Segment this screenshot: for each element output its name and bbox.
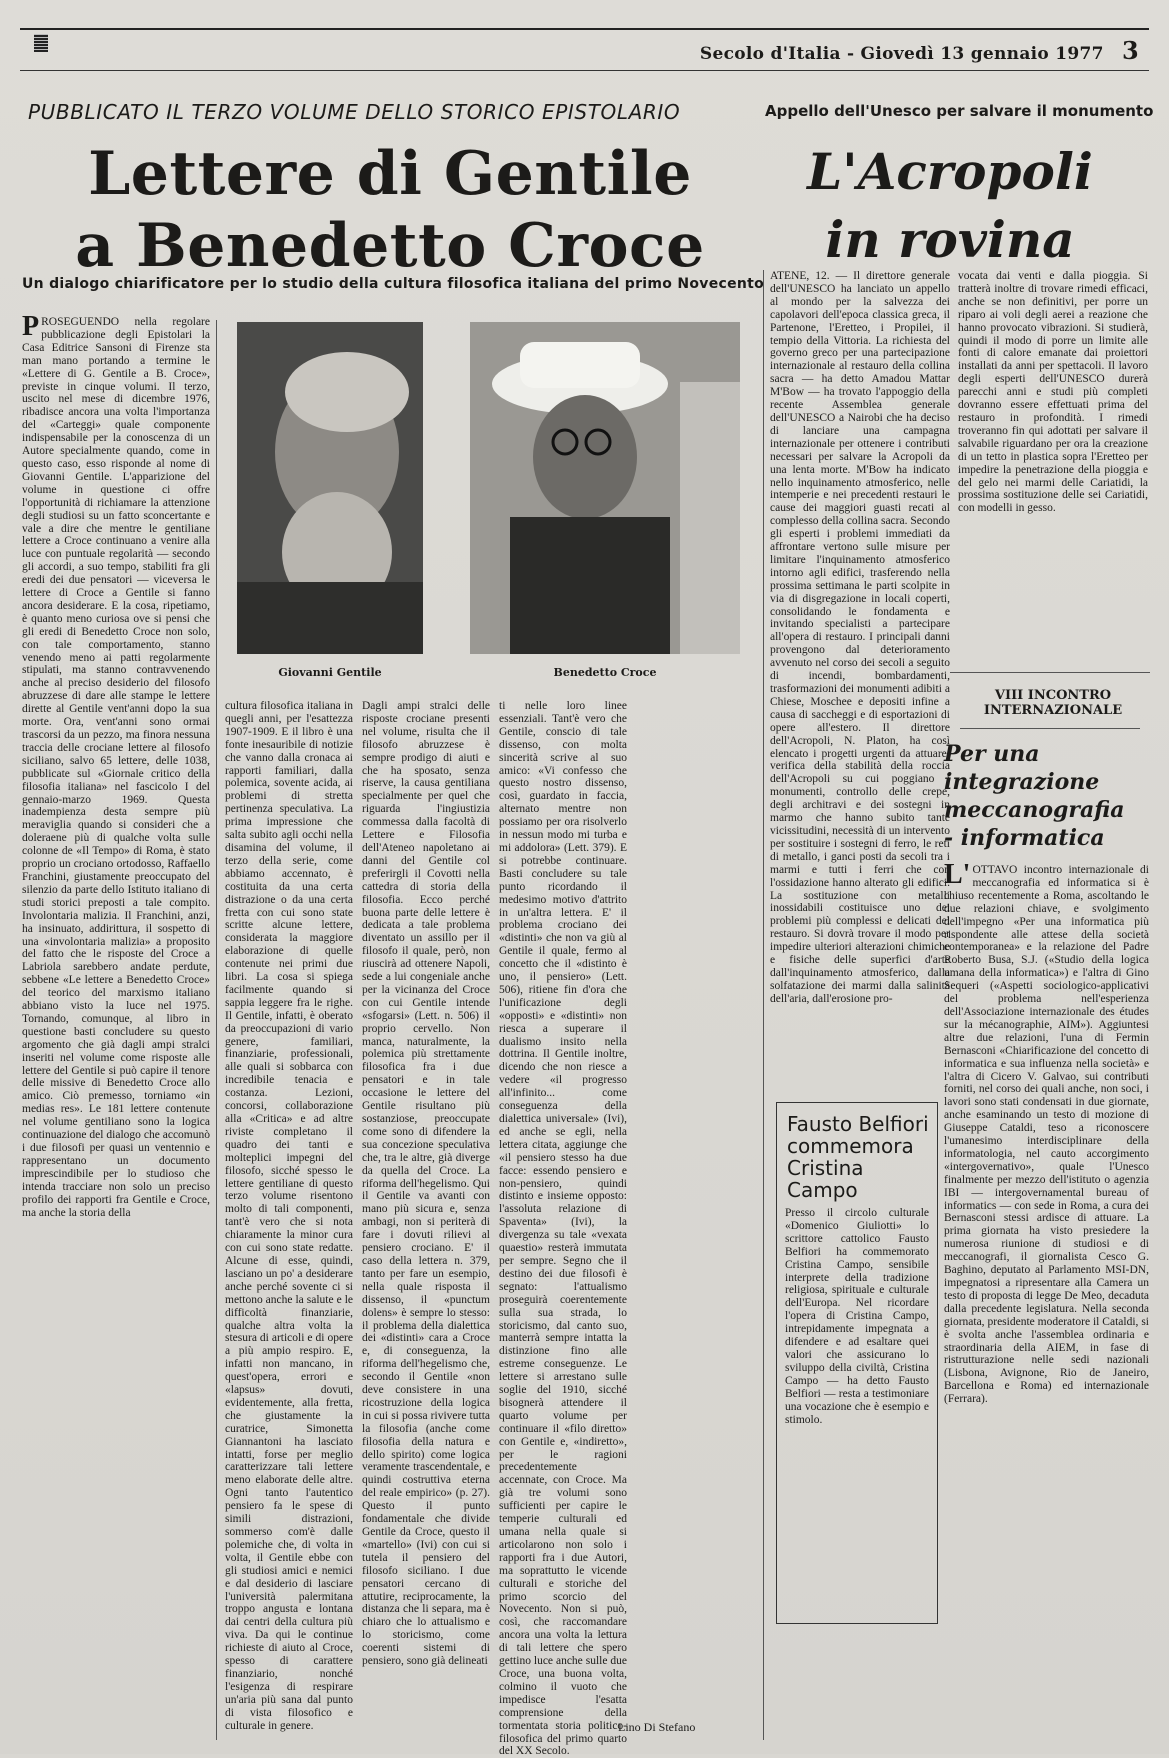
belfiori-title: Fausto Belfiori commemora Cristina Campo: [787, 1112, 929, 1202]
article-column-2: cultura filosofica italiana in quegli anni, per l'esattezza 1907-1909. E il libro è una fonte inesauribile di notizie che vanno dalla cronaca ai rapporti familiari, dalla polemica, sovente acida, ai problemi di stretta pertinenza speculativa. La prima impressione che salta subito agli occhi nella disamina del volume, il terzo della serie, come abbiamo accennato, è costituita da una certa distrazione o da una certa fretta con cui sono state scritte alcune lettere, considerata la maggiore elaborazione di quelle contenute nei primi due libri. La cosa si spiega facilmente quando si sappia leggere fra le righe. Il Gentile, infatti, è oberato da preoccupazioni di vario genere, familiari, finanziarie, professionali, alle quali si sobbarca con incredibile tenacia e costanza. Lezioni, concorsi, collaborazione alla «Critica» e ad altre riviste completano il quadro dei tanti e molteplici impegni del filosofo, sicché spesso le lettere gentiliane di questo terzo volume risentono molto di tali componenti, tant'è vero che si nota chiaramente la minor cura con cui sono state redatte. Alcune di esse, quindi, lasciano un po' a desiderare anche perché sovente ci si mettono anche la salute e le difficoltà finanziarie, qualche altra volta la stesura di articoli e di opere a più ampio respiro. E, infatti non mancano, in quest'opera, errori e «lapsus» dovuti, evidentemente, alla fretta, che giustamente la curatrice, Simonetta Giannantoni ha lasciato intatti, forse per meglio caratterizzare tali lettere meno elaborate delle altre. Ogni tanto l'autentico pensiero fa le spese di simili distrazioni, sommerso com'è dalle polemiche che, di volta in volta, il Gentile ebbe con gli studiosi amici e nemici e dal desiderio di lasciare l'università palermitana troppo angusta e lontana dai centri della cultura più viva. Da qui le continue richieste di aiuto al Croce, spesso di carattere finanziario, nonché l'esigenza di respirare un'aria più sana dal punto di vista filosofico e culturale in genere.: [225, 700, 353, 1732]
side-headline: L'Acropoli in rovina: [807, 142, 1093, 269]
masthead-rule: [20, 70, 1149, 71]
congress-title: Per una integrazione meccanografia - informatica: [944, 741, 1125, 851]
main-headline: Lettere di Gentile a Benedetto Croce: [75, 139, 705, 281]
article-signature: Lino Di Stefano: [618, 1720, 696, 1734]
top-rule: [20, 28, 1149, 30]
section-divider: [960, 728, 1140, 729]
article-kicker: PUBBLICATO IL TERZO VOLUME DELLO STORICO EPISTOLARIO: [28, 100, 681, 124]
article-column-5: [636, 700, 754, 1740]
article-column-3: Dagli ampi stralci delle risposte crociane presenti nel volume, risulta che il filosofo abruzzese è sempre prodigo di aiuti e che ha sposato, senza riserve, la causa gentiliana specialmente per quel che riguarda l'ingiustizia commessa dalla facoltà di Lettere e Filosofia dell'Ateneo napoletano ai danni del Gentile col preferirgli il Covotti nella cattedra di storia della filosofia. Ecco perché buona parte delle lettere è dedicata a tale problema diventato un assillo per il filosofo il quale, però, non riuscirà ad ottenere Napoli, sede a lui congeniale anche per la vicinanza del Croce con cui Gentile intende «sfogarsi» (Lett. n. 506) il proprio cervello. Non manca, naturalmente, la polemica più strettamente filosofica fra i due pensatori e in tale occasione le lettere del Gentile risultano più sostanziose, preoccupate come sono di difendere la sua concezione speculativa che, tra le altre, già diverge da quella del Croce. La riforma dell'hegelismo. Qui il Gentile va avanti con mano più sicura e, senza ambagi, non si periterà di fare i dovuti rilievi al pensiero crociano. E' il caso della lettera n. 379, tanto per fare un esempio, nella quale risposta il dissenso, il «punctum dolens» è sempre lo stesso: il problema della dialettica dei «distinti» cara a Croce e, di conseguenza, la riforma dell'hegelismo che, secondo il Gentile «non deve consistere in una ricostruzione della logica in cui si possa rivivere tutta la filosofia (anche come filosofia della natura e dello spirito) come logica veramente trascendentale, e quindi costruttiva eterna del reale empirico» (p. 27). Questo il punto fondamentale che divide Gentile da Croce, questo il «martello» (Ivi) con cui si tutela il pensiero del filosofo siciliano. I due pensatori cercano di attutire, reciprocamente, la distanza che li separa, ma è chiaro che lo attualismo e lo storicismo, come coerenti sistemi di pensiero, sono già delineati: [362, 700, 490, 1668]
side-kicker: Appello dell'Unesco per salvare il monumento: [765, 102, 1154, 120]
side-column-2: vocata dai venti e dalla pioggia. Si tratterà inoltre di trovare rimedi efficaci, anche se non definitivi, per porre un riparo ai voli degli aerei a reazione che hanno provocato vibrazioni. Si studierà, quindi il modo di porre un limite alle fonti di calore emanate dai proiettori installati da anni per spettacoli. Il lavoro degli esperti dell'UNESCO durerà parecchi anni e studi più completi dovranno essere effettuati prima del restauro in profondità. I rimedi troveranno fin qui adottati per salvare il salvabile riguardano per ora la creazione di un tetto in plastica sopra l'Eretteo per impedire la penetrazione della pioggia e del gelo nei marmi delle Cariatidi, la prossima sostituzione delle sei Cariatidi, con modelli in gesso.: [958, 270, 1148, 515]
belfiori-text: Presso il circolo culturale «Domenico Giuliotti» lo scrittore cattolico Fausto Belfiori ha commemorato Cristina Campo, sensibile interprete della tradizione religiosa, spirituale e culturale dell'Europa. Nel ricordare l'opera di Cristina Campo, intrepidamente impegnata a difendere e ad esaltare quei valori che assicurano lo sviluppo della civiltà, Cristina Campo — ha detto Fausto Belfiori — resta a testimoniare una vocazione che è esempio e stimolo.: [785, 1207, 929, 1426]
masthead: [700, 36, 1139, 65]
caption-gentile: Giovanni Gentile: [278, 666, 382, 679]
article-column-1: PROSEGUENDO nella regolare pubblicazione degli Epistolari la Casa Editrice Sansoni di Firenze sta man mano portando a termine le «Lettere di G. Gentile a B. Croce», previste in cinque volumi. Il terzo, uscito nel mese di dicembre 1976, ribadisce ancora una volta l'importanza del «Carteggi» quale componente indispensabile per la conoscenza di un Autore specialmente quando, come in questo caso, esso risponde al nome di Giovanni Gentile. L'apparizione del volume in questione ci offre l'opportunità di richiamare la attenzione degli studiosi su un fatto sconcertante e vale a dire che mentre le gentiliane lettere a Croce continuano a venire alla luce con puntuale regolarità — secondo gli accordi, a suo tempo, stabiliti fra gli eredi dei due pensatori — viceversa le lettere di Croce a Gentile si fanno ancora desiderare. E la cosa, ripetiamo, è quanto meno curiosa ove si pensi che gli eredi di Benedetto Croce non solo, con tale comportamento, stanno venendo meno ai patti regolarmente stipulati, ma stanno contravvenendo anche al preciso desiderio del filosofo abruzzese di dare alle stampe le lettere dirette al Gentile vent'anni dopo la sua morte. Ora, vent'anni sono ormai trascorsi da un pezzo, ma finora nessuna traccia delle crociane lettere al filosofo siciliano, salvo 65 lettere, delle 1038, pubblicate sul «Giornale critico della filosofia italiana» nel fascicolo I del gennaio-marzo 1969. Questa inadempienza desta sempre più meraviglia quando si consideri che a doleraene più di qualche volta sulle colonne de «Il Tempo» di Roma, è stato proprio un crociano ortodosso, Raffaello Franchini, giustamente preoccupato del silenzio da parte dello Istituto italiano di studi storici preposti a tale compito. Involontaria malizia. Il Franchini, anzi, ha insinuato, addirittura, il sospetto di una «involontaria malizia» a proposito del fatto che le risposte del Croce a Labriola sarebbero andate perdute, sebbene «Le lettere a Benedetto Croce» del teorico del marxismo italiano abbiano visto la luce nel 1975. Tornando, comunque, al libro in questione basti concludere su questo argomento che già dagli ampi stralci inseriti nel volume come risposte alle lettere del Gentile si può capire il tenore delle missive di Benedetto Croce allo amico. Ciò premesso, torniamo «in medias res». Le 181 lettere contenute nel volume gentiliano sono la logica continuazione del dialogo che accomunò i due filosofi per quasi un ventennio e rappresentano un documento imprescindibile per lo studioso che intenda tracciare non solo un preciso profilo dei rapporti fra Gentile e Croce, ma anche la storia della: [22, 311, 210, 1219]
page-number: 3: [1122, 36, 1139, 65]
side-column-1: ATENE, 12. — Il direttore generale dell'UNESCO ha lanciato un appello al mondo per la salvezza dei capolavori dell'epoca classica greca, il Partenone, l'Eretteo, i Propilei, il tempio della Vittoria. La richiesta del governo greco per una partecipazione internazionale al restauro della collina sacra — ha detto Amadou Mattar M'Bow — ha trovato l'appoggio della recente Assemblea generale dell'UNESCO a Nairobi che ha deciso di lanciare una campagna internazionale per ottenere i contributi necessari per salvare la Acropoli da una lenta morte. M'Bow ha indicato nello inquinamento atmosferico, nelle intemperie e nei precedenti restauri le cause dei maggiori guasti recati al complesso della collina sacra. Secondo gli esperti i problemi immediati da affrontare vertono sulle misure per limitare l'inquinamento atmosferico intorno agli edifici, trasferendo nella prossima settimana le parti scolpite in via di disgregazione in locali coperti, consolidando le fondamenta e invitando specialisti a partecipare all'opera di restauro. I principali danni provengono dal deterioramento avvenuto nel corso dei secoli a seguito di incendi, bombardamenti, trasformazioni dei monumenti adibiti a Chiese, Moschee e depositi infine a causa di saccheggi e di esportazioni di opere all'estero. Il direttore dell'Acropoli, N. Platon, ha così elencato i progetti urgenti da attuare: verifica della stabilità della roccia dell'Acropoli su cui poggiano i monumenti, controllo delle crepe, degli architravi e dei sostegni in marmo che hanno subito tante vicissitudini, necessità di un intervento per sostituire i sostegni di ferro, le reti di metallo, i ganci posti da secoli tra i marmi e tutti i ferri che con l'ossidazione hanno alterato gli edifici. La sostituzione con metalli inossidabili costituisce uno dei problemi più complessi e delicati del restauro. Si dovrà trovare il modo per impedire ulteriori alterazioni chimiche e fisiche delle superfici d'arte dall'inquinamento atmosferico, dalla solfatazione dei marmi dalla salinità dell'aria, dall'erosione pro-: [770, 270, 950, 1005]
photo-giovanni-gentile: [237, 322, 423, 654]
congress-kicker: VIII INCONTRO INTERNAZIONALE: [983, 688, 1123, 718]
article-column-4: ti nelle loro linee essenziali. Tant'è vero che Gentile, conscio di tale dissenso, con molta sincerità scrive al suo amico: «Vi confesso che questo nostro dissenso, così, guardato in faccia, alternato mentre non possiamo per ora risolverlo in nessun modo mi turba e mi addolora» (Lett. 379). E si potrebbe continuare. Basti concludere su tale punto ricordando il medesimo motivo d'attrito in un'altra lettera. E' il problema crociano dei «distinti» che non va giù al Gentile il quale, fermo al concetto che il «distinto è uno, il pensiero» (Lett. 506), ritiene fin d'ora che l'unificazione degli «opposti» e «distinti» non riesca a superare il dualismo insito nella dottrina. Il Gentile inoltre, dicendo che non riesce a vedere «il progresso all'infinito... come conseguenza della dialettica universale» (Ivi), ed anche se egli, nella lettera citata, aggiunge che «il pensiero stesso ha due facce: essendo pensiero e non-pensiero, quindi distinto e insieme opposto: l'assoluta relazione di Spaventa» (Ivi), la divergenza su tale «vexata quaestio» resterà immutata per sempre. Segno che il destino dei due filosofi è segnato: l'attualismo proseguirà coerentemente sulla sua strada, lo storicismo, dal canto suo, manterrà sempre intatta la distinzione fino alle estreme conseguenze. Le lettere si arrestano sulle soglie del 1910, sicché bisognerà attendere il quarto volume per continuare il «filo diretto» con Gentile e, «indiretto», per le ragioni precedentemente accennate, con Croce. Ma già tre volumi sono sufficienti per capire le temperie culturali ed umana nella quale si articolarono non solo i rapporti fra i due Autori, ma soprattutto le vicende culturali e storiche del primo scorcio del Novecento. Non si può, così, che raccomandare ancora una volta la lettura di tali lettere che spero gettino luce anche sulle due Croce, una buona volta, colmino il vuoto che impedisce l'esatta comprensione della tormentata storia politico-filosofica del primo quarto del XX Secolo.: [499, 700, 627, 1758]
belfiori-box: [776, 1102, 938, 1624]
column-rule: [763, 270, 764, 1740]
column-rule: [216, 320, 217, 1740]
barcode-mark-icon: [34, 34, 48, 52]
caption-croce: Benedetto Croce: [553, 666, 657, 679]
masthead-text: Secolo d'Italia - Giovedì 13 gennaio 1977: [699, 44, 1104, 64]
section-divider: [950, 672, 1150, 673]
congress-article: L'OTTAVO incontro internazionale di meccanografia ed informatica si è chiuso recentemente a Roma, ascoltando le due relazioni chiave, e svolgimento dell'impegno «Per una informatica più rispondente alle attese della società contemporanea» e la relazione del Padre Roberto Busa, S.J. («Studio della logica umana della informatica») e l'altra di Gino Sequeri («Aspetti sociologico-applicativi del problema nell'esperienza dell'Associazione internazionale des études sur la mécanographie, AIM»). Aggiuntesi altre due relazioni, l'una di Fermin Bernasconi «Chiarificazione del concetto di informatica e sua influenza nella società» e l'altra di Cicero V. Galvao, sui contributi forniti, nel corso dei quali anche, non soci, i lavori sono stati condensati in due giornate, anche esaminando un testo di mozione di Giuseppe Cataldi, teso a riconoscere l'umanesimo interdisciplinare della informatologia, nel cauto accorgimento «intergovernativo», quale l'Unesco finalmente per mezzo dell'istituto o agenzia IBI — intergovernamental bureau of informatics — con sede in Roma, a cura dei Bernasconi stessi ardisce di attuare. La prima giornata ha visto presiedere la numerosa riunione di studiosi e di meccanografi, il giornalista Cesco G. Baghino, deputato al Parlamento MSI-DN, impegnatosi a ripresentare alla Camera un testo di proposta di legge De Meo, decaduta dalla precedente legislatura. Nella seconda giornata, presidente moderatore il Cataldi, si è svolta anche l'assemblea ordinaria e straordinaria della AIEM, in fase di ristrutturazione nelle sedi nazionali (Lisbona, Avignone, Rio de Janeiro, Barcellona e Roma) ed internazionale (Ferrara).: [944, 859, 1149, 1406]
main-subheadline: Un dialogo chiarificatore per lo studio della cultura filosofica italiana del primo Novecento: [22, 276, 765, 292]
photo-benedetto-croce: [470, 322, 740, 654]
